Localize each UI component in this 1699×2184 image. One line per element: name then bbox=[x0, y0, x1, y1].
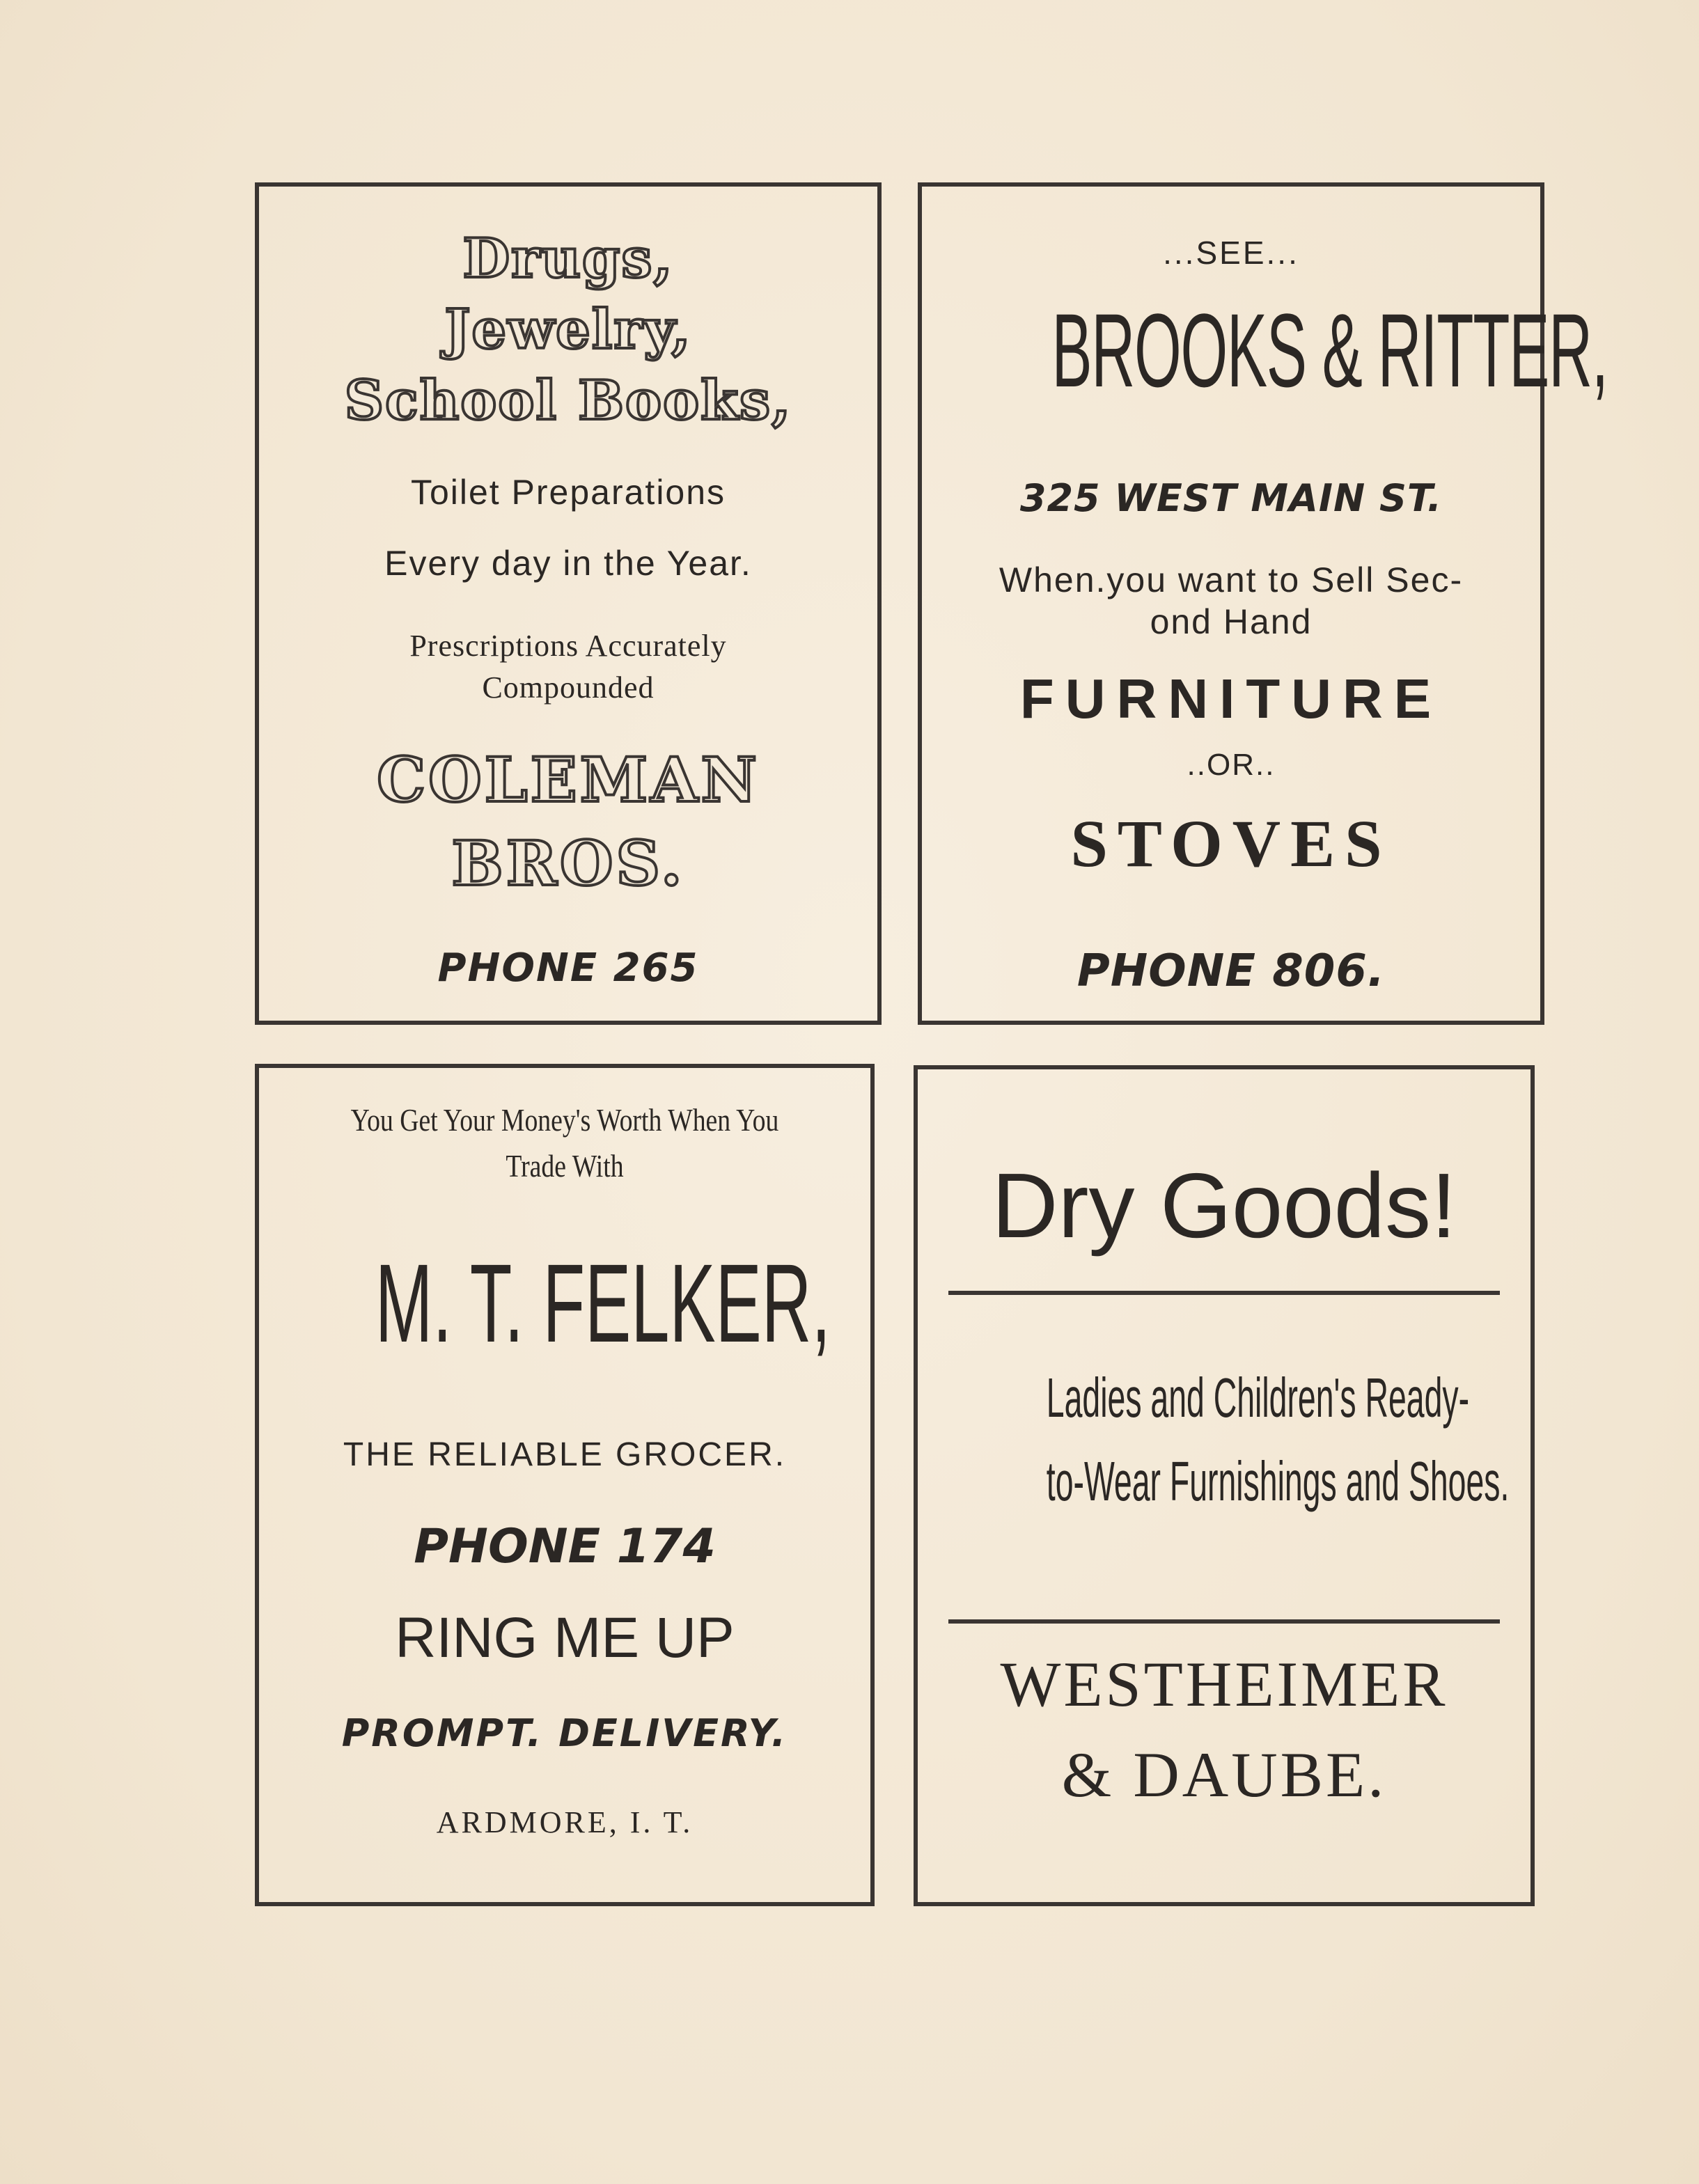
ad-line-ladies: Ladies and Children's Ready- bbox=[1046, 1367, 1470, 1429]
ad-brooks-ritter bbox=[918, 182, 1608, 1025]
ad-ring-me-up: RING ME UP bbox=[395, 1606, 735, 1670]
ad-name-felker: M. T. FELKER, bbox=[375, 1241, 831, 1365]
ad-name-westheimer: WESTHEIMER bbox=[1000, 1649, 1448, 1720]
ad-see: ...SEE... bbox=[1163, 235, 1299, 271]
ad-line-sell: When.you want to Sell Sec- bbox=[999, 560, 1464, 599]
ad-stoves: STOVES bbox=[1070, 806, 1392, 881]
ad-address-brooks: 325 WEST MAIN ST. bbox=[1019, 476, 1443, 520]
ad-line-trade-with: Trade With bbox=[506, 1148, 624, 1184]
ad-phone-brooks: PHONE 806. bbox=[1076, 945, 1386, 997]
divider-rule bbox=[948, 1291, 1500, 1295]
ad-line-second-hand: ond Hand bbox=[1150, 602, 1313, 641]
ad-phone-felker: PHONE 174 bbox=[414, 1519, 716, 1574]
ad-line-every-day: Every day in the Year. bbox=[384, 544, 752, 583]
ad-prompt-delivery: PROMPT. DELIVERY. bbox=[341, 1711, 788, 1755]
ad-name-brooks-ritter: BROOKS & RITTER, bbox=[1051, 292, 1608, 409]
ad-line-toilet: Toilet Preparations bbox=[410, 473, 726, 512]
ad-line-drugs: Drugs, bbox=[462, 227, 674, 290]
ad-line-prescriptions: Prescriptions Accurately bbox=[409, 629, 727, 663]
ad-phone-coleman: PHONE 265 bbox=[437, 945, 699, 991]
ad-line-compounded: Compounded bbox=[482, 670, 655, 705]
divider-rule bbox=[948, 1619, 1500, 1624]
ad-line-school-books: School Books, bbox=[344, 369, 792, 432]
ad-furniture: FURNITURE bbox=[1019, 668, 1443, 730]
ad-tagline-grocer: THE RELIABLE GROCER. bbox=[343, 1436, 787, 1473]
ad-line-jewelry: Jewelry, bbox=[444, 298, 692, 361]
ad-coleman-bros bbox=[255, 182, 882, 1025]
ad-name-bros: BROS. bbox=[451, 827, 685, 899]
ad-line-ready-to-wear: to-Wear Furnishings and Shoes. bbox=[1046, 1450, 1510, 1512]
ad-line-money-worth: You Get Your Money's Worth When You bbox=[350, 1102, 779, 1138]
ad-name-coleman: COLEMAN bbox=[377, 744, 760, 816]
ad-headline-dry-goods: Dry Goods! bbox=[992, 1154, 1457, 1257]
ad-name-daube: & DAUBE. bbox=[1061, 1739, 1387, 1810]
ad-location-ardmore: ARDMORE, I. T. bbox=[436, 1805, 694, 1839]
ad-felker bbox=[255, 1064, 875, 1906]
ad-westheimer-daube bbox=[914, 1065, 1535, 1906]
ad-or: ..OR.. bbox=[1187, 748, 1276, 782]
